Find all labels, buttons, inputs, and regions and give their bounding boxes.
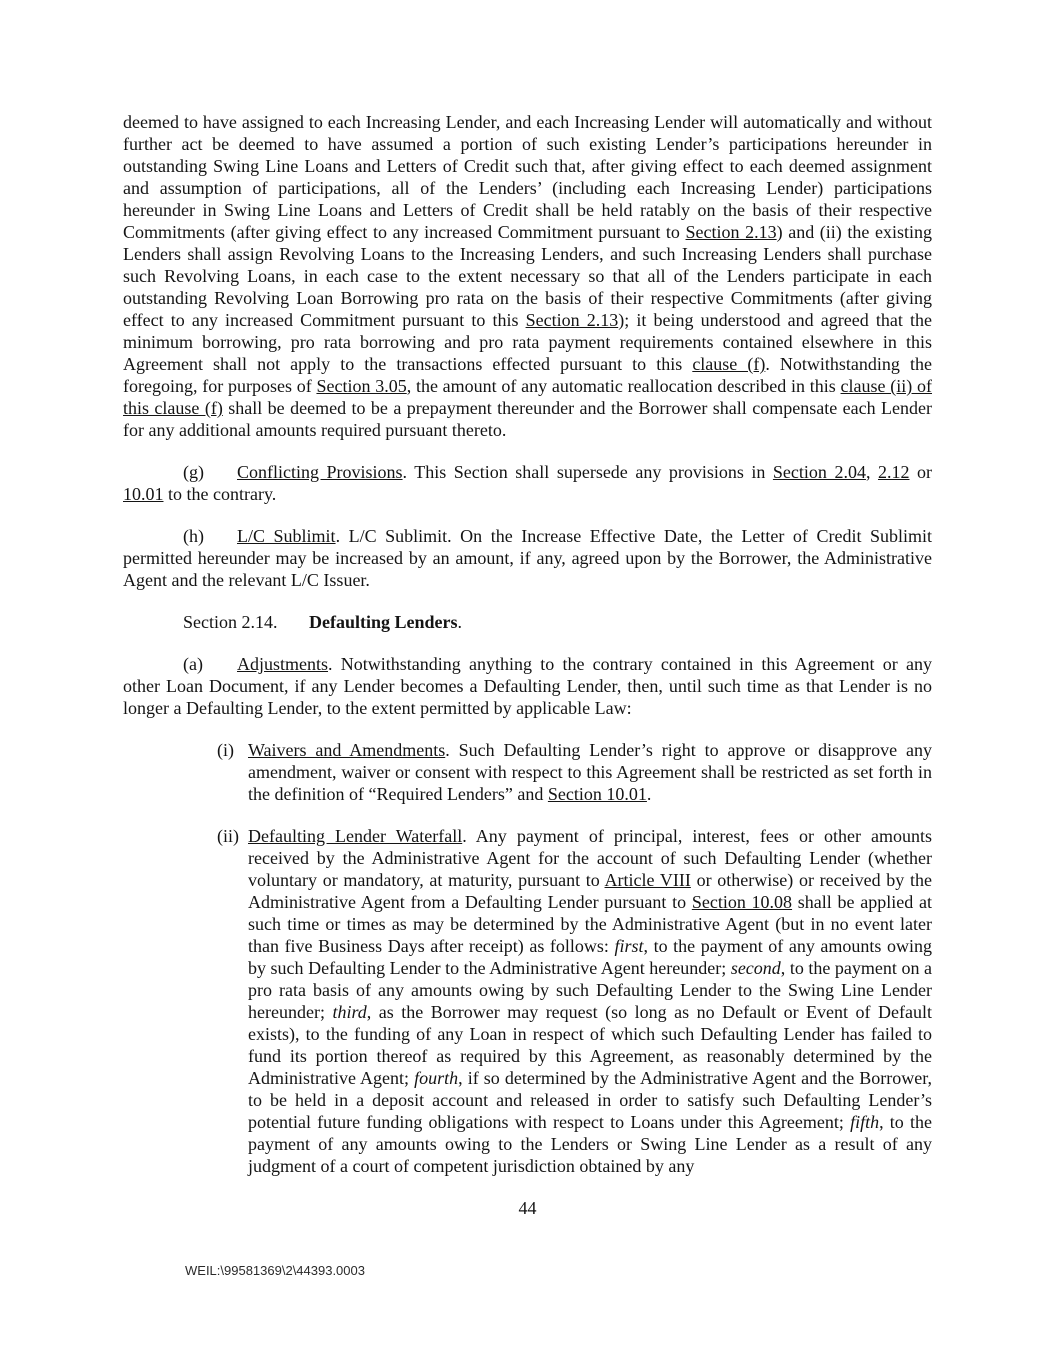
text-run: Defaulting Lenders [309,612,458,632]
text-run: , [865,462,878,482]
text-run: . Any payment of principal, interest, fees or other amounts received by the Administrative Agent for the account of such Defaulting Lender (whether voluntary or mandatory, at maturity, pursuant to [248,826,933,890]
text-run: ); it being understood and agreed that the minimum borrowing, pro rata borrowing and pro rata payment requirements contained elsewhere in this Agreement shall not apply to the transactions effected pursuant to this [123,310,932,374]
text-run: Adjustments [237,654,329,674]
text-run: , as the Borrower may request (so long as no Default or Event of Default exists), to the funding of any Loan in respect of which such Defaulting Lender has failed to fund its portion thereof as required by this Agreement, as reasonably determined by the Administrative Agent; [248,1002,932,1088]
text-run: clause (f) [692,354,766,374]
text-run: . [457,612,462,632]
paragraph-a [123,653,932,719]
text-run: . Such Defaulting Lender’s right to approve or disapprove any amendment, waiver or consent with respect to this Agreement shall be restricted as set forth in the definition of “Required Lenders” and [248,740,932,804]
text-run: ) and (ii) the existing Lenders shall assign Revolving Loans to the Increasing Lenders, and such Increasing Lenders shall purchase such Revolving Loans, in each case to the extent necessary so that all of the Lenders participate in each outstanding Revolving Loan Borrowing pro rata on the basis of their respective Commitments (after giving effect to any increased Commitment pursuant to this [123,222,932,330]
text-run: 10.01 [123,484,164,504]
text-run: or otherwise) or received by the Administrative Agent from a Defaulting Lender pursuant to [248,870,933,912]
text-run: fifth [850,1112,880,1132]
text-run: . Notwithstanding anything to the contrary contained in this Agreement or any other Loan Document, if any Lender becomes a Defaulting Lender, then, until such time as that Lender is no longer a Defaulting Lender, to the extent permitted by applicable Law: [123,654,932,718]
document-body [123,111,932,1219]
text-run: fourth [414,1068,459,1088]
text-run: . Notwithstanding the foregoing, for purposes of [123,354,932,396]
text-run: third [332,1002,367,1022]
text-run: . [646,784,652,804]
text-run: , to the payment of any amounts owing by such Defaulting Lender to the Administrative Agent hereunder; [248,936,932,978]
text-run: 2.12 [877,462,910,482]
paragraph-g [123,461,932,505]
text-run: to the contrary. [163,484,277,504]
text-run: Conflicting Provisions [237,462,403,482]
text-run: Section 2.04 [772,462,866,482]
section-heading-2-14 [123,611,932,633]
paragraph-marker: (ii) [217,826,239,846]
text-run: shall be deemed to be a prepayment thereunder and the Borrower shall compensate each Lender for any additional amounts required pursuant thereto. [123,398,932,440]
paragraph-h [123,525,932,591]
text-run: shall be applied at such time or times as may be determined by the Administrative Agent (but in no event later than five Business Days after receipt) as follows: [248,892,932,956]
paragraph-marker: Section 2.14. [183,612,278,632]
text-run: Article VIII [604,870,691,890]
text-run: Section 10.01 [547,784,647,804]
page-number: 44 [518,1198,537,1218]
paragraph-marker: (i) [217,740,234,760]
subparagraph-ii [123,825,932,1177]
footer-document-id: WEIL:\99581369\2\44393.0003 [185,1263,365,1278]
paragraph-continuation [123,111,932,441]
text-run: Section 10.08 [691,892,793,912]
text-run: clause (ii) of this clause (f) [123,376,932,418]
text-run: Waivers and Amendments [248,740,446,760]
paragraph-marker: (g) [183,462,204,482]
text-run: , if so determined by the Administrative Agent and the Borrower, to be held in a deposit account and released in order to satisfy such Defaulting Lender’s potential future funding obligations with respect to Loans under this Agreement; [248,1068,932,1132]
text-run: first [614,936,644,956]
text-run: , to the payment on a pro rata basis of any amounts owing by such Defaulting Lender to the Swing Line Lender hereunder; [248,958,932,1022]
text-run: L/C Sublimit [237,526,336,546]
text-run: Section 2.13 [685,222,777,242]
text-run: Section 3.05 [316,376,407,396]
text-run: . This Section shall supersede any provisions in [402,462,773,482]
paragraph-marker: (a) [183,654,203,674]
text-run: or [909,462,933,482]
text-run: , to the payment of any amounts owing to the Lenders or Swing Line Lender as a result of any judgment of a court of competent jurisdiction obtained by any [248,1112,933,1176]
text-run: . L/C Sublimit. On the Increase Effective Date, the Letter of Credit Sublimit permitted hereunder may be increased by an amount, if any, agreed upon by the Borrower, the Administrative Agent and the relevant L/C Issuer. [123,526,932,590]
text-run: Section 2.13 [525,310,619,330]
text-run: second [730,958,781,978]
subparagraph-i [123,739,932,805]
paragraph-marker: (h) [183,526,204,546]
text-run: deemed to have assigned to each Increasing Lender, and each Increasing Lender will automatically and without further act be deemed to have assumed a portion of such existing Lender’s participations hereunder in outstanding Swing Line Loans and Letters of Credit such that, after giving effect to each deemed assignment and assumption of participations, all of the Lenders’ (including each Increasing Lender) participations hereunder in Swing Line Loans and Letters of Credit shall be held ratably on the basis of their respective Commitments (after giving effect to any increased Commitment pursuant to [123,112,932,242]
text-run: Defaulting Lender Waterfall [248,826,463,846]
text-run: , the amount of any automatic reallocation described in this [406,376,841,396]
